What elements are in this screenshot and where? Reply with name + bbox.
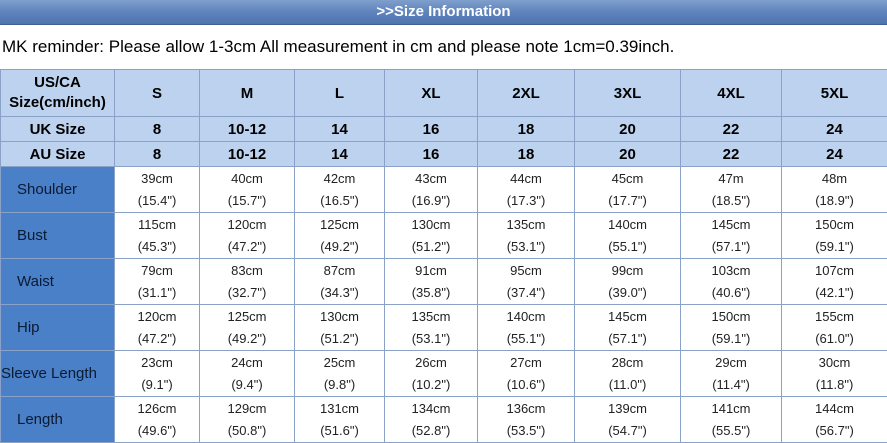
size-header-5xl: 5XL [782, 70, 887, 117]
cm-value: 140cm [575, 214, 680, 236]
inch-value: (10.2") [385, 374, 477, 396]
inch-value: (17.3") [478, 190, 574, 212]
measurement-row-waist [1, 259, 887, 305]
cm-value: 129cm [200, 398, 294, 420]
inch-value: (37.4") [478, 282, 574, 304]
inch-value: (59.1") [681, 328, 781, 350]
measurement-row-sleeve-length [1, 351, 887, 397]
uk-size-value: 22 [681, 117, 782, 142]
inch-value: (56.7") [782, 420, 887, 442]
inch-value: (57.1") [681, 236, 781, 258]
inch-value: (9.8") [295, 374, 384, 396]
measurement-label: Sleeve Length [1, 351, 115, 397]
measurement-row-shoulder [1, 167, 887, 213]
cm-value: 107cm [782, 260, 887, 282]
inch-value: (55.5") [681, 420, 781, 442]
cm-value: 145cm [681, 214, 781, 236]
measurement-cell [295, 305, 385, 351]
uk-size-value: 8 [115, 117, 200, 142]
inch-value: (39.0") [575, 282, 680, 304]
inch-value: (31.1") [115, 282, 199, 304]
inch-value: (15.4") [115, 190, 199, 212]
cm-value: 140cm [478, 306, 574, 328]
au-size-value: 8 [115, 142, 200, 167]
uk-size-row [1, 117, 887, 142]
uk-size-value: 20 [575, 117, 681, 142]
inch-value: (61.0") [782, 328, 887, 350]
cm-value: 83cm [200, 260, 294, 282]
cm-value: 125cm [200, 306, 294, 328]
inch-value: (49.2") [200, 328, 294, 350]
inch-value: (52.8") [385, 420, 477, 442]
cm-value: 130cm [385, 214, 477, 236]
inch-value: (53.1") [385, 328, 477, 350]
cm-value: 125cm [295, 214, 384, 236]
au-size-value: 24 [782, 142, 887, 167]
cm-value: 131cm [295, 398, 384, 420]
cm-value: 135cm [478, 214, 574, 236]
cm-value: 99cm [575, 260, 680, 282]
cm-value: 120cm [115, 306, 199, 328]
measurement-cell [115, 351, 200, 397]
measurement-cell [115, 167, 200, 213]
measurement-cell [782, 167, 887, 213]
measurement-label: Length [1, 397, 115, 443]
measurement-cell [782, 259, 887, 305]
cm-value: 144cm [782, 398, 887, 420]
uk-size-value: 14 [295, 117, 385, 142]
cm-value: 145cm [575, 306, 680, 328]
inch-value: (49.2") [295, 236, 384, 258]
inch-value: (18.5") [681, 190, 781, 212]
size-header-3xl: 3XL [575, 70, 681, 117]
cm-value: 95cm [478, 260, 574, 282]
measurement-cell [295, 213, 385, 259]
size-header-4xl: 4XL [681, 70, 782, 117]
measurement-cell [200, 259, 295, 305]
size-header-xl: XL [385, 70, 478, 117]
cm-value: 25cm [295, 352, 384, 374]
measurement-cell [385, 259, 478, 305]
cm-value: 87cm [295, 260, 384, 282]
cm-value: 24cm [200, 352, 294, 374]
measurement-cell [575, 351, 681, 397]
inch-value: (11.0") [575, 374, 680, 396]
inch-value: (35.8") [385, 282, 477, 304]
uk-size-value: 10-12 [200, 117, 295, 142]
cm-value: 103cm [681, 260, 781, 282]
inch-value: (59.1") [782, 236, 887, 258]
measurement-cell [295, 351, 385, 397]
measurement-cell [295, 167, 385, 213]
measurement-cell [478, 351, 575, 397]
au-size-value: 14 [295, 142, 385, 167]
inch-value: (47.2") [115, 328, 199, 350]
measurement-cell [385, 351, 478, 397]
cm-value: 136cm [478, 398, 574, 420]
cm-value: 44cm [478, 168, 574, 190]
measurement-cell [478, 259, 575, 305]
inch-value: (10.6") [478, 374, 574, 396]
inch-value: (32.7") [200, 282, 294, 304]
corner-header-cell [1, 70, 115, 117]
measurement-cell [200, 213, 295, 259]
inch-value: (53.1") [478, 236, 574, 258]
measurement-label: Waist [1, 259, 115, 305]
measurement-cell [575, 259, 681, 305]
measurement-cell [200, 167, 295, 213]
measurement-label: Hip [1, 305, 115, 351]
inch-value: (16.9") [385, 190, 477, 212]
measurement-label: Bust [1, 213, 115, 259]
cm-value: 47m [681, 168, 781, 190]
us-ca-label: US/CA [1, 73, 114, 93]
uk-size-value: 16 [385, 117, 478, 142]
inch-value: (9.1") [115, 374, 199, 396]
uk-size-label: UK Size [1, 117, 115, 142]
au-size-value: 20 [575, 142, 681, 167]
measurement-cell [782, 351, 887, 397]
cm-value: 28cm [575, 352, 680, 374]
measurement-label: Shoulder [1, 167, 115, 213]
inch-value: (55.1") [478, 328, 574, 350]
measurement-cell [782, 305, 887, 351]
size-table [0, 69, 887, 443]
inch-value: (54.7") [575, 420, 680, 442]
au-size-value: 18 [478, 142, 575, 167]
cm-value: 39cm [115, 168, 199, 190]
size-unit-label: Size(cm/inch) [1, 93, 114, 113]
cm-value: 120cm [200, 214, 294, 236]
size-header-m: M [200, 70, 295, 117]
inch-value: (9.4") [200, 374, 294, 396]
measurement-cell [681, 305, 782, 351]
inch-value: (15.7") [200, 190, 294, 212]
inch-value: (57.1") [575, 328, 680, 350]
size-header-2xl: 2XL [478, 70, 575, 117]
measurement-cell [385, 167, 478, 213]
inch-value: (11.4") [681, 374, 781, 396]
au-size-label: AU Size [1, 142, 115, 167]
cm-value: 29cm [681, 352, 781, 374]
us-size-header-row [1, 70, 887, 117]
measurement-cell [478, 305, 575, 351]
cm-value: 79cm [115, 260, 199, 282]
cm-value: 43cm [385, 168, 477, 190]
cm-value: 139cm [575, 398, 680, 420]
au-size-value: 22 [681, 142, 782, 167]
inch-value: (53.5") [478, 420, 574, 442]
cm-value: 126cm [115, 398, 199, 420]
measurement-cell [478, 213, 575, 259]
measurement-cell [115, 213, 200, 259]
measurement-reminder: MK reminder: Please allow 1-3cm All measurement in cm and please note 1cm=0.39inch. [0, 25, 887, 69]
cm-value: 155cm [782, 306, 887, 328]
inch-value: (40.6") [681, 282, 781, 304]
inch-value: (11.8") [782, 374, 887, 396]
inch-value: (55.1") [575, 236, 680, 258]
measurement-cell [295, 259, 385, 305]
size-header-s: S [115, 70, 200, 117]
cm-value: 135cm [385, 306, 477, 328]
cm-value: 48m [782, 168, 887, 190]
cm-value: 30cm [782, 352, 887, 374]
measurement-cell [681, 167, 782, 213]
measurement-cell [681, 213, 782, 259]
au-size-row [1, 142, 887, 167]
inch-value: (51.6") [295, 420, 384, 442]
measurement-row-bust [1, 213, 887, 259]
measurement-cell [478, 167, 575, 213]
measurement-row-hip [1, 305, 887, 351]
inch-value: (16.5") [295, 190, 384, 212]
cm-value: 27cm [478, 352, 574, 374]
inch-value: (17.7") [575, 190, 680, 212]
measurement-cell [575, 305, 681, 351]
measurement-cell [385, 305, 478, 351]
measurement-cell [681, 351, 782, 397]
inch-value: (51.2") [385, 236, 477, 258]
cm-value: 130cm [295, 306, 384, 328]
cm-value: 91cm [385, 260, 477, 282]
cm-value: 45cm [575, 168, 680, 190]
inch-value: (49.6") [115, 420, 199, 442]
size-info-banner: >>Size Information [0, 0, 887, 25]
measurement-cell [200, 305, 295, 351]
measurement-cell [681, 259, 782, 305]
measurement-cell [200, 351, 295, 397]
inch-value: (18.9") [782, 190, 887, 212]
cm-value: 134cm [385, 398, 477, 420]
inch-value: (45.3") [115, 236, 199, 258]
measurement-cell [575, 213, 681, 259]
cm-value: 141cm [681, 398, 781, 420]
measurement-cell [782, 213, 887, 259]
measurement-cell [115, 305, 200, 351]
cm-value: 150cm [782, 214, 887, 236]
cm-value: 26cm [385, 352, 477, 374]
inch-value: (34.3") [295, 282, 384, 304]
cm-value: 150cm [681, 306, 781, 328]
uk-size-value: 18 [478, 117, 575, 142]
measurement-cell [385, 213, 478, 259]
measurement-cell [115, 259, 200, 305]
measurement-cell [575, 167, 681, 213]
inch-value: (51.2") [295, 328, 384, 350]
au-size-value: 16 [385, 142, 478, 167]
au-size-value: 10-12 [200, 142, 295, 167]
uk-size-value: 24 [782, 117, 887, 142]
cm-value: 23cm [115, 352, 199, 374]
cm-value: 115cm [115, 214, 199, 236]
size-header-l: L [295, 70, 385, 117]
inch-value: (47.2") [200, 236, 294, 258]
inch-value: (42.1") [782, 282, 887, 304]
inch-value: (50.8") [200, 420, 294, 442]
cm-value: 40cm [200, 168, 294, 190]
cm-value: 42cm [295, 168, 384, 190]
